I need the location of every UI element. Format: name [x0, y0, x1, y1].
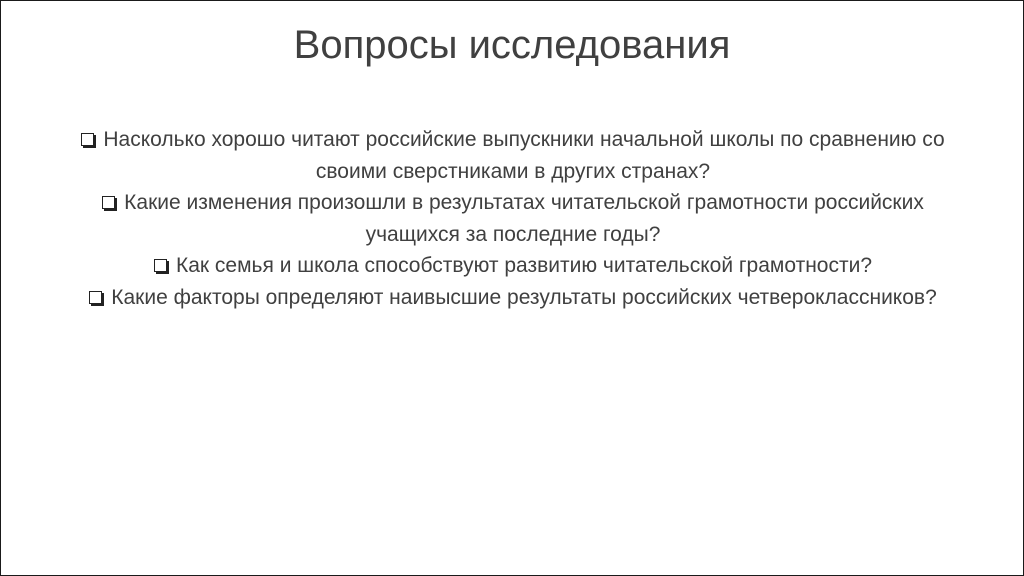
question-text: Какие факторы определяют наивысшие результаты российских четвероклассников?: [111, 285, 937, 309]
question-text: Насколько хорошо читают российские выпускники начальной школы по сравнению со: [103, 128, 945, 151]
list-item: [19, 124, 1007, 187]
slide-title: Вопросы исследования: [293, 23, 731, 67]
list-item: [19, 187, 1007, 250]
checkbox-square-icon: [81, 133, 94, 146]
list-item: [19, 282, 1007, 314]
list-item-line: [19, 187, 1007, 219]
questions-list: [19, 124, 1007, 313]
checkbox-square-icon: [102, 196, 115, 209]
checkbox-square-icon: [89, 291, 102, 304]
question-text: Как семья и школа способствуют развитию читательской грамотности?: [176, 254, 872, 277]
list-item: [19, 250, 1007, 282]
list-item-line: [19, 250, 1007, 282]
list-item-line: [19, 124, 1007, 156]
list-item-line: [19, 282, 1007, 314]
checkbox-square-icon: [154, 259, 167, 272]
question-text: своими сверстниками в других странах?: [315, 159, 711, 183]
question-text: учащихся за последние годы?: [365, 222, 661, 246]
question-text: Какие изменения произошли в результатах читательской грамотности российских: [124, 191, 924, 214]
